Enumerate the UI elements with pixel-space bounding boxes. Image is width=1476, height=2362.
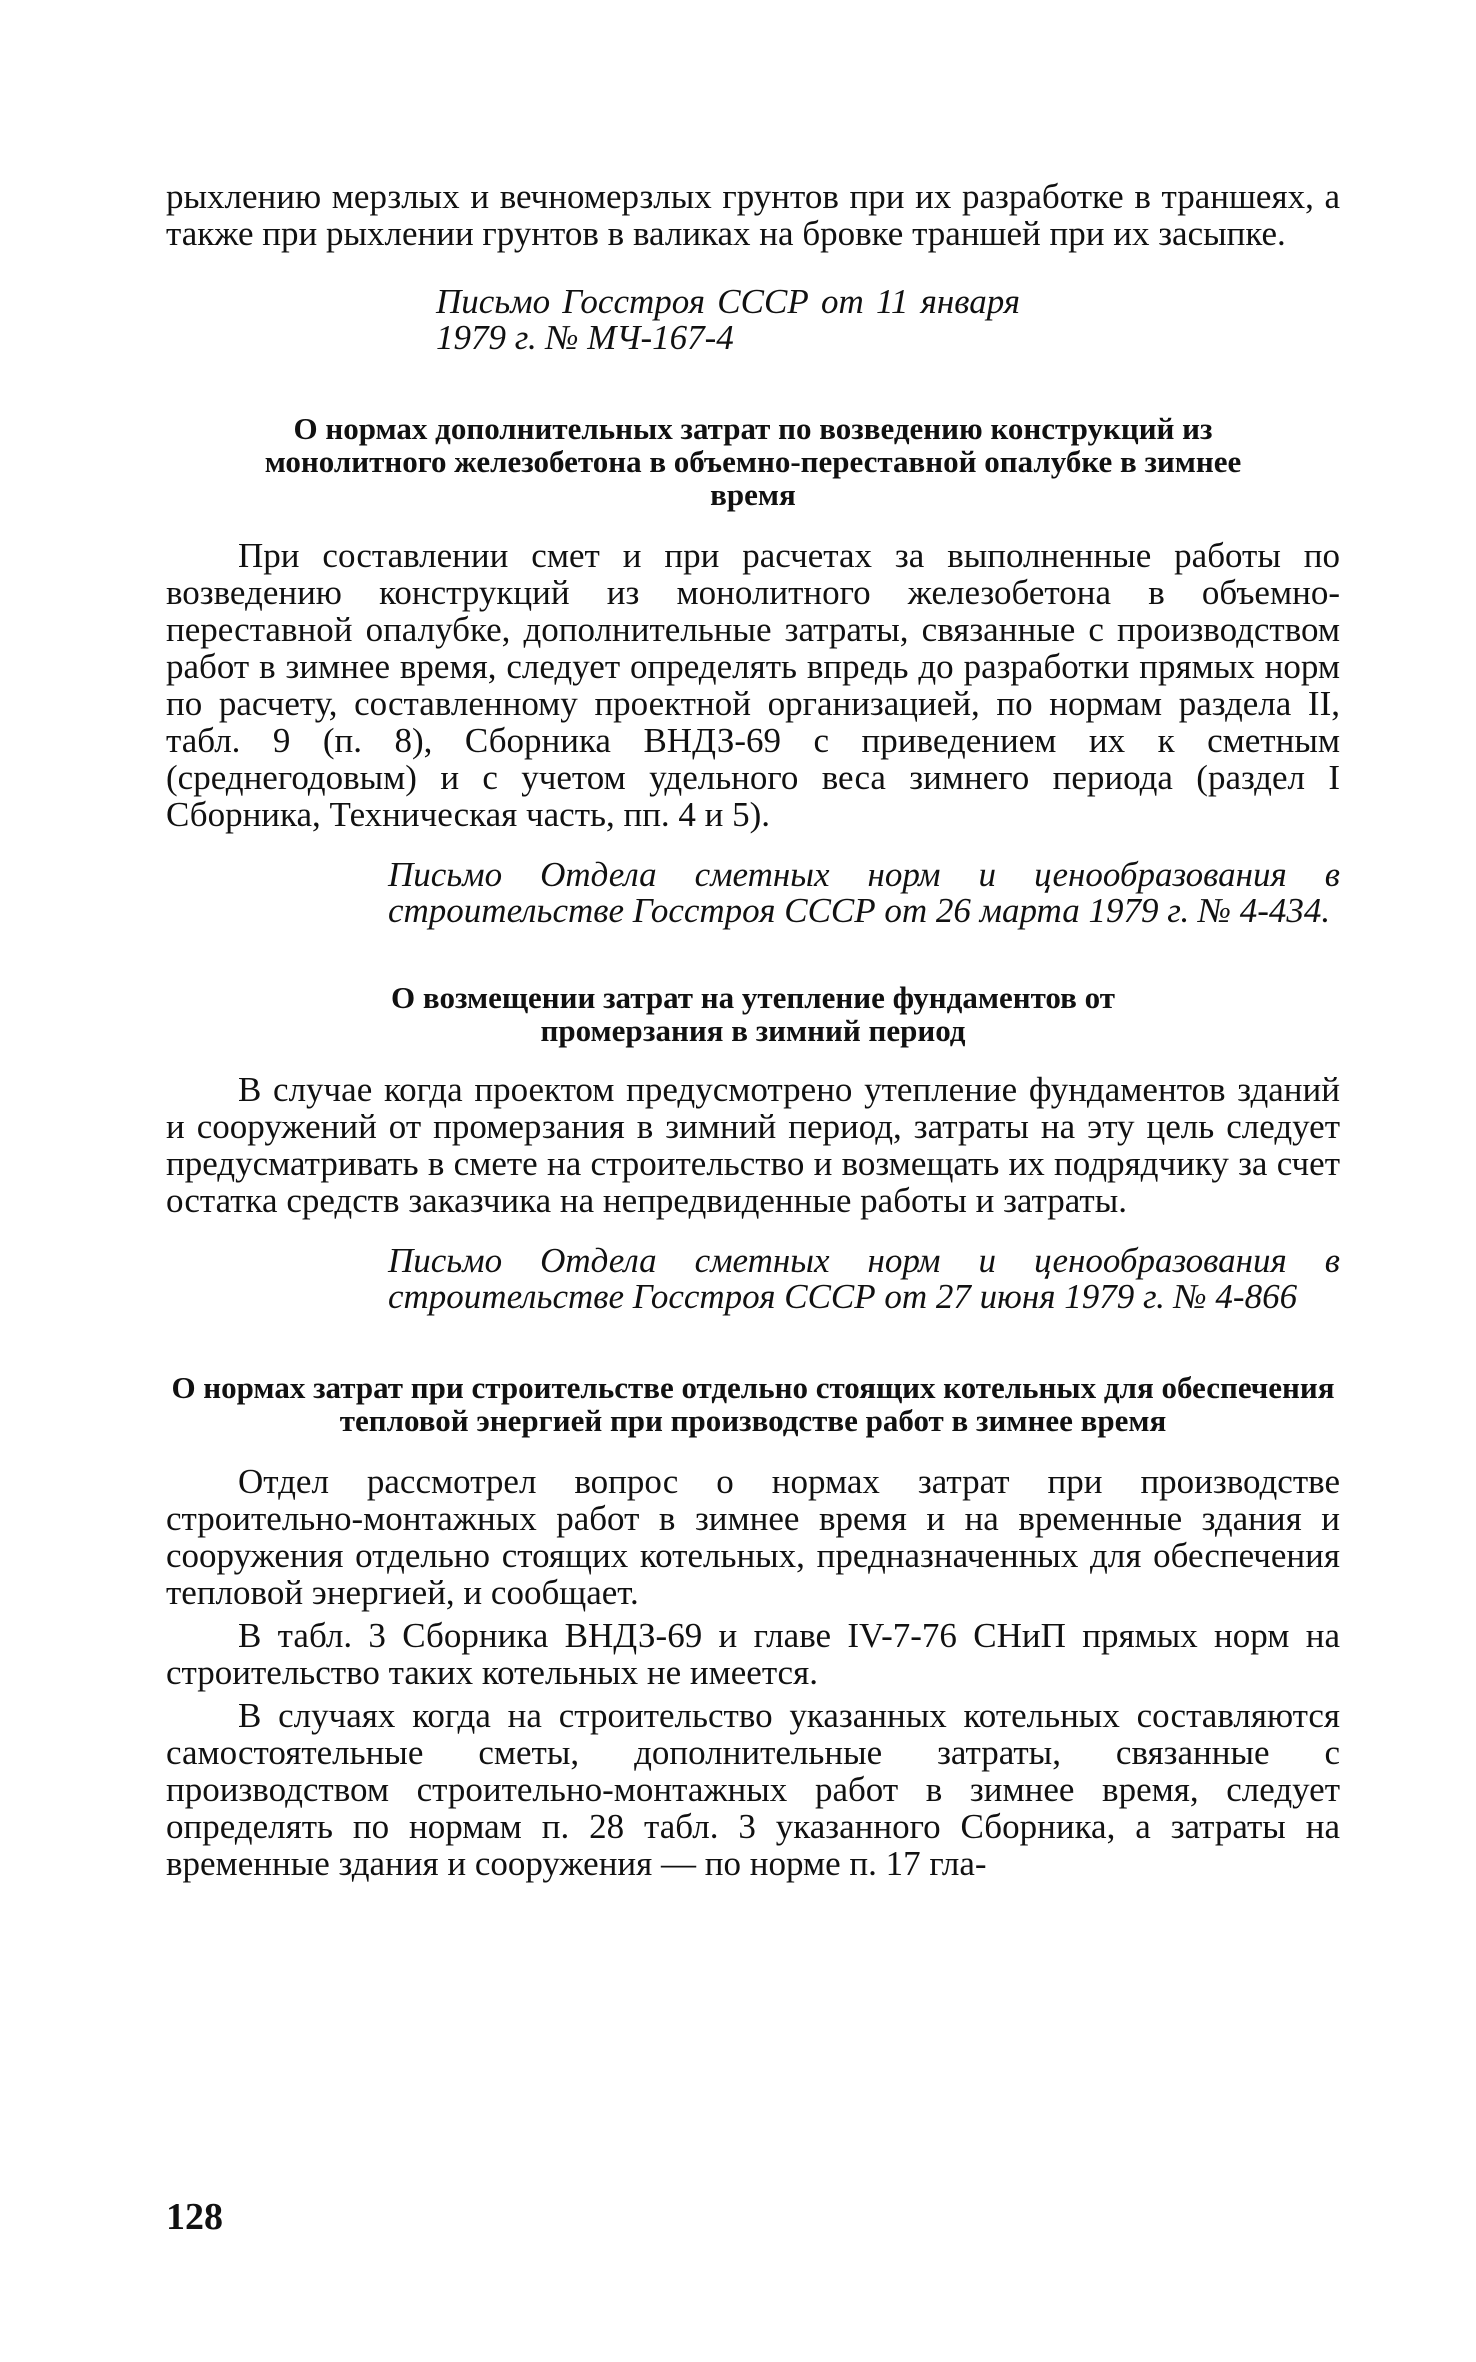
section-paragraph: В табл. 3 Сборника ВНДЗ-69 и главе IV-7-76 СНиП прямых норм на строительство таких котельных не имеется. [166,1616,1340,1692]
page-number: 128 [166,2196,223,2238]
section-paragraph: При составлении смет и при расчетах за выполненные работы по возведению конструкций из монолитного железобетона в объемно-переставной опалубке, дополнительные затраты, связанные с производством работ в зимнее время, следует определять впредь до разработки прямых норм по расчету, составленному проектной организацией, по нормам раздела II, табл. 9 (п. 8), Сборника ВНДЗ-69 с приведением их к сметным (среднегодовым) и с учетом удельного веса зимнего периода (раздел I Сборника, Техническая часть, пп. 4 и 5). [166,536,1340,834]
section-heading: О нормах дополнительных затрат по возведению конструкций из монолитного железобетона в объемно-переставной опалубке в зимнее время [264,411,1242,512]
section-heading: О возмещении затрат на утепление фундаментов от промерзания в зимний период [391,980,1115,1048]
page-content [166,178,1340,1882]
section-paragraph: Отдел рассмотрел вопрос о нормах затрат при производстве строительно-монтажных работ в зимнее время и на временные здания и сооружения отдельно стоящих котельных, предназначенных для обеспечения тепловой энергией, и сообщает. [166,1462,1340,1612]
section-heading: О нормах затрат при строительстве отдельно стоящих котельных для обеспечения тепловой энергией при производстве работ в зимнее время [171,1370,1335,1438]
letter-reference: Письмо Госстроя СССР от 11 января 1979 г. № МЧ-167-4 [436,282,1020,357]
section-paragraph: В случае когда проектом предусмотрено утепление фундаментов зданий и сооружений от промерзания в зимний период, затраты на эту цель следует предусматривать в смете на строительство и возмещать их подрядчику за счет остатка средств заказчика на непредвиденные работы и затраты. [166,1070,1340,1220]
intro-paragraph: рыхлению мерзлых и вечномерзлых грунтов при их разработке в траншеях, а также при рыхлении грунтов в валиках на бровке траншей при их засыпке. [166,177,1340,253]
letter-reference: Письмо Отдела сметных норм и ценообразования в строительстве Госстроя СССР от 27 июня 1979 г. № 4-866 [388,1241,1340,1316]
section-paragraph: В случаях когда на строительство указанных котельных составляются самостоятельные сметы, дополнительные затраты, связанные с производством строительно-монтажных работ в зимнее время, следует определять по нормам п. 28 табл. 3 указанного Сборника, а затраты на временные здания и сооружения — по норме п. 17 гла- [166,1696,1340,1883]
letter-reference: Письмо Отдела сметных норм и ценообразования в строительстве Госстроя СССР от 26 марта 1979 г. № 4-434. [388,855,1340,930]
